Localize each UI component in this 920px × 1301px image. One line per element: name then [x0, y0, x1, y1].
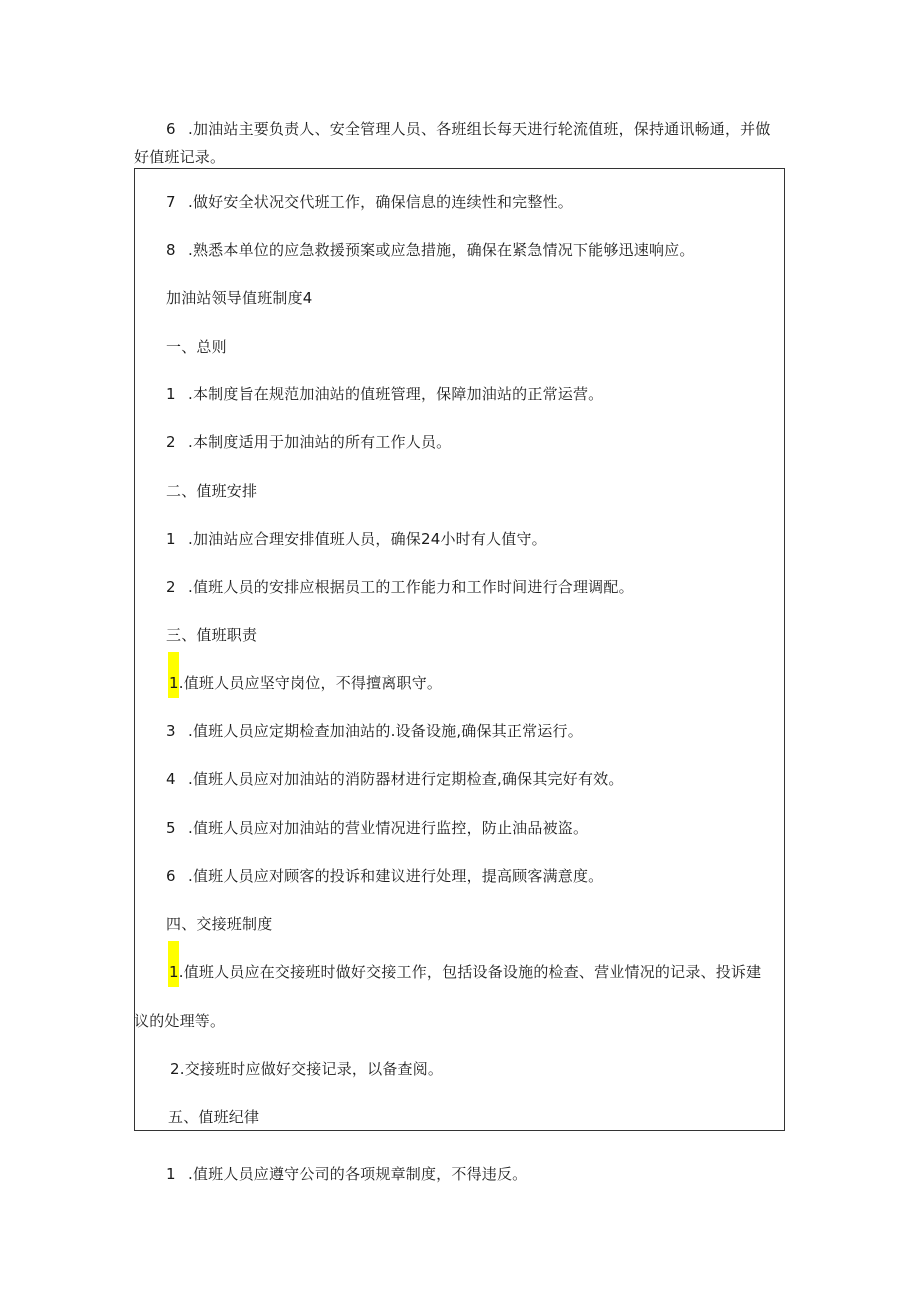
list-number: 4 [166, 770, 176, 788]
line-text: 加油站领导值班制度4 [166, 289, 313, 307]
line-text: 五、值班纪律 [168, 1108, 260, 1126]
list-number: 2 [166, 433, 176, 451]
paragraph-line [166, 1164, 527, 1184]
paragraph-line [134, 1011, 225, 1031]
paragraph-line [166, 119, 771, 139]
list-number: 1 [166, 1165, 176, 1183]
list-number: 1 [169, 963, 179, 981]
section-heading [166, 625, 257, 645]
line-text: .值班人员应定期检查加油站的.设备设施,确保其正常运行。 [188, 722, 583, 740]
line-text: .本制度适用于加油站的所有工作人员。 [188, 433, 452, 451]
paragraph-line [166, 192, 573, 212]
list-number: 6 [166, 120, 176, 138]
list-number: 1 [169, 674, 179, 692]
section-heading [166, 914, 272, 934]
paragraph-line [166, 432, 451, 452]
paragraph-line [170, 1059, 443, 1079]
paragraph-line [166, 240, 695, 260]
line-text: .值班人员应对加油站的营业情况进行监控，防止油品被盗。 [188, 819, 589, 837]
list-number: 7 [166, 193, 176, 211]
line-text: .值班人员的安排应根据员工的工作能力和工作时间进行合理调配。 [188, 578, 634, 596]
line-text: .值班人员应对顾客的投诉和建议进行处理，提高顾客满意度。 [188, 867, 604, 885]
paragraph-line [166, 577, 634, 597]
line-text: 议的处理等。 [134, 1012, 226, 1030]
line-text: .做好安全状况交代班工作，确保信息的连续性和完整性。 [188, 193, 573, 211]
line-text: .值班人员应对加油站的消防器材进行定期检查,确保其完好有效。 [188, 770, 624, 788]
line-text: .熟悉本单位的应急救援预案或应急措施，确保在紧急情况下能够迅速响应。 [188, 241, 695, 259]
line-text: .值班人员应在交接班时做好交接工作，包括设备设施的检查、营业情况的记录、投诉建 [178, 963, 762, 981]
line-text: 好值班记录。 [134, 148, 226, 166]
section-heading [168, 1107, 259, 1127]
list-number: 8 [166, 241, 176, 259]
content-frame [134, 168, 785, 1131]
paragraph-line [169, 673, 442, 693]
list-number: 2 [166, 578, 176, 596]
paragraph-line [166, 721, 583, 741]
list-number: 5 [166, 819, 176, 837]
line-text: .加油站主要负责人、安全管理人员、各班组长每天进行轮流值班，保持通讯畅通，并做 [188, 120, 771, 138]
paragraph-line [166, 769, 624, 789]
paragraph-line [169, 962, 761, 982]
section-title [166, 288, 313, 308]
line-text: 2.交接班时应做好交接记录，以备查阅。 [170, 1060, 444, 1078]
line-text: .加油站应合理安排值班人员，确保24小时有人值守。 [188, 530, 547, 548]
list-number: 3 [166, 722, 176, 740]
line-text: 二、值班安排 [166, 482, 258, 500]
line-text: .值班人员应坚守岗位，不得擅离职守。 [178, 674, 443, 692]
line-text: .本制度旨在规范加油站的值班管理，保障加油站的正常运营。 [188, 385, 604, 403]
paragraph-line [166, 818, 588, 838]
list-number: 1 [166, 530, 176, 548]
line-text: 四、交接班制度 [166, 915, 273, 933]
list-number: 6 [166, 867, 176, 885]
paragraph-line [134, 147, 225, 167]
section-heading [166, 337, 227, 357]
paragraph-line [166, 384, 603, 404]
section-heading [166, 481, 257, 501]
line-text: 三、值班职责 [166, 626, 258, 644]
line-text: 一、总则 [166, 338, 227, 356]
list-number: 1 [166, 385, 176, 403]
line-text: .值班人员应遵守公司的各项规章制度，不得违反。 [188, 1165, 528, 1183]
paragraph-line [166, 529, 547, 549]
paragraph-line [166, 866, 603, 886]
